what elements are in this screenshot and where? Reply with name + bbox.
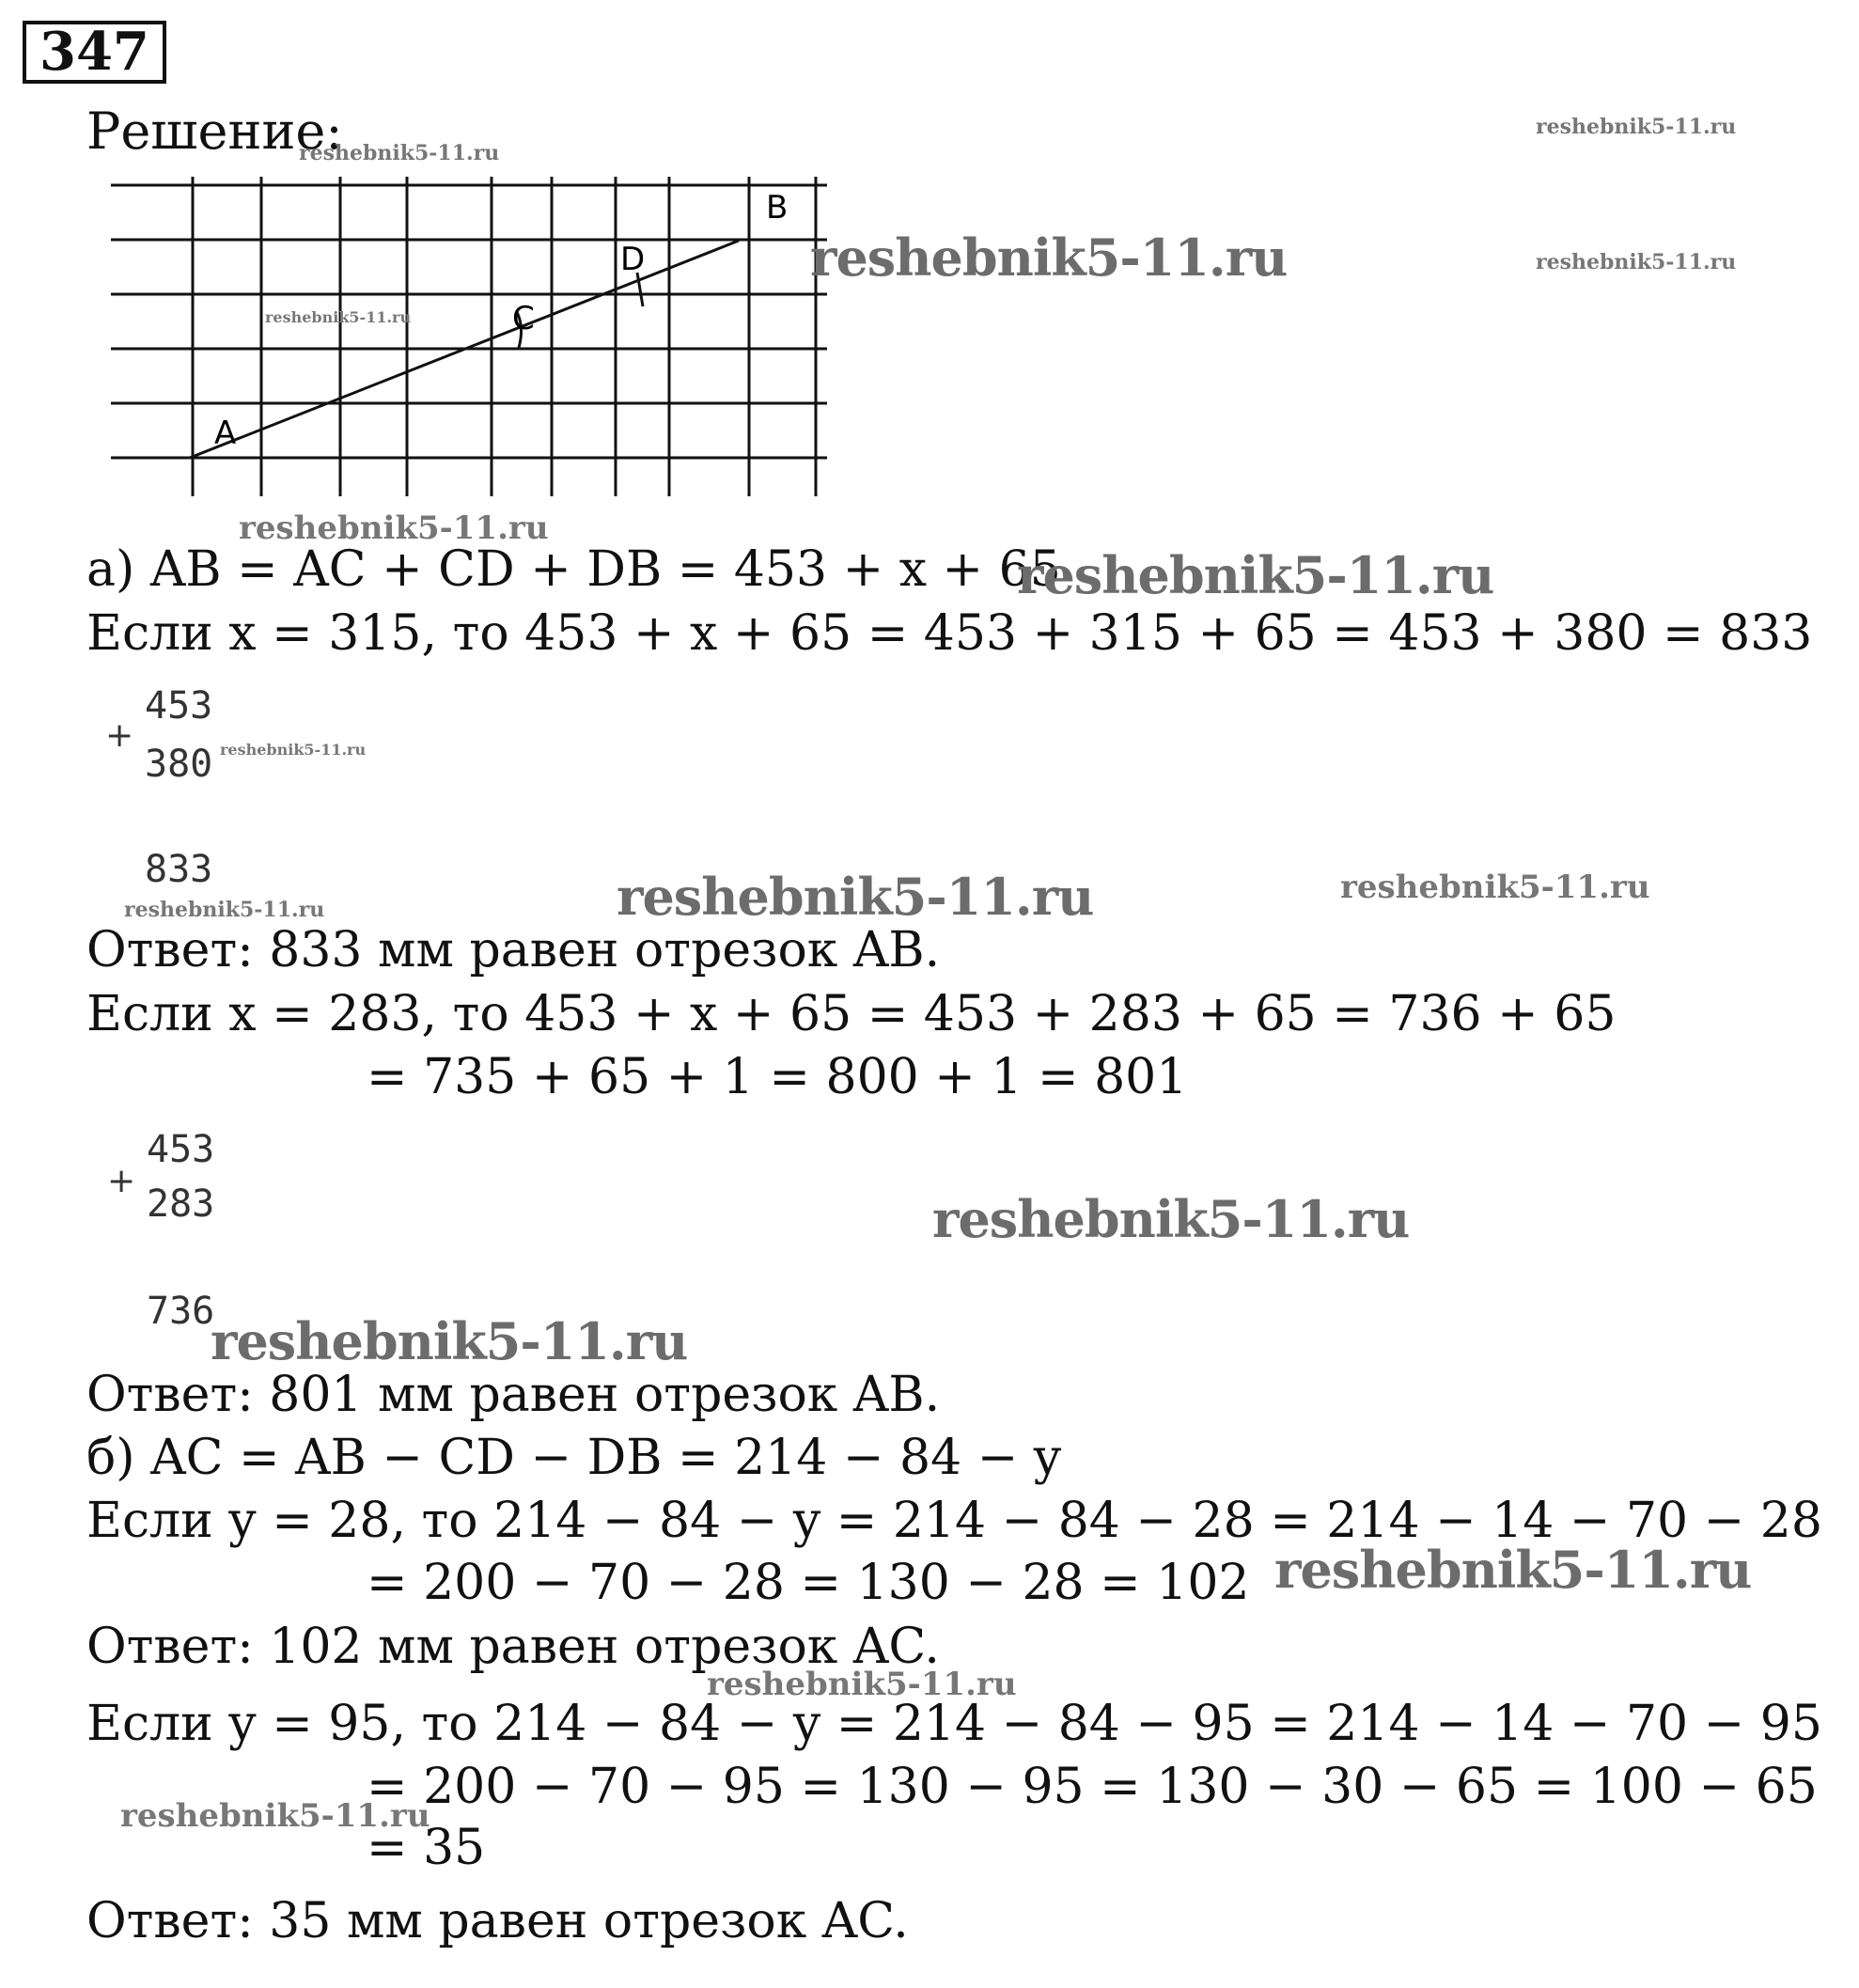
answer-1: Ответ: 833 мм равен отрезок AB. [86, 922, 941, 978]
watermark: reshebnik5-11.ru [265, 308, 412, 326]
part-b-case2: Если y = 95, то 214 − 84 − y = 214 − 84 − 95 = 214 − 14 − 70 − 95 [86, 1696, 1822, 1752]
column-add1-bottom: 380 [145, 743, 213, 786]
part-b-case1-continuation: = 200 − 70 − 28 = 130 − 28 = 102 [367, 1555, 1250, 1611]
label-c: C [512, 300, 535, 337]
column-add2-top: 453 [147, 1128, 215, 1171]
column-add2-bottom: 283 [147, 1182, 215, 1226]
watermark: reshebnik5-11.ru [1340, 869, 1650, 906]
plus-sign: + [107, 1162, 136, 1200]
column-add1-result: 833 [145, 848, 213, 891]
watermark: reshebnik5-11.ru [239, 509, 549, 547]
watermark: reshebnik5-11.ru [932, 1189, 1410, 1249]
answer-2: Ответ: 801 мм равен отрезок AB. [86, 1367, 941, 1423]
plus-sign: + [105, 716, 134, 755]
problem-number: 347 [23, 21, 166, 84]
watermark: reshebnik5-11.ru [617, 867, 1094, 927]
watermark: reshebnik5-11.ru [220, 741, 367, 759]
part-a-case2-continuation: = 735 + 65 + 1 = 800 + 1 = 801 [367, 1049, 1188, 1105]
watermark: reshebnik5-11.ru [1536, 250, 1737, 274]
part-a-equation: а) AB = AC + CD + DB = 453 + x + 65 [86, 541, 1061, 598]
label-a: A [214, 415, 237, 452]
label-d: D [620, 241, 646, 278]
watermark: reshebnik5-11.ru [124, 898, 325, 922]
watermark: reshebnik5-11.ru [299, 141, 500, 165]
watermark: reshebnik5-11.ru [1017, 545, 1494, 605]
solution-heading: Решение: [86, 102, 343, 161]
part-a-case1: Если x = 315, то 453 + x + 65 = 453 + 315 + 65 = 453 + 380 = 833 [86, 605, 1813, 662]
answer-4: Ответ: 35 мм равен отрезок AC. [86, 1893, 909, 1949]
watermark: reshebnik5-11.ru [707, 1666, 1017, 1703]
watermark: reshebnik5-11.ru [1536, 115, 1737, 139]
watermark: reshebnik5-11.ru [810, 227, 1288, 288]
watermark: reshebnik5-11.ru [211, 1311, 688, 1371]
part-b-equation: б) AC = AB − CD − DB = 214 − 84 − y [86, 1430, 1062, 1486]
answer-3: Ответ: 102 мм равен отрезок AC. [86, 1619, 940, 1675]
label-b: B [766, 189, 789, 227]
part-b-case2-result: = 35 [367, 1820, 486, 1876]
part-b-case1: Если y = 28, то 214 − 84 − y = 214 − 84 − 28 = 214 − 14 − 70 − 28 [86, 1493, 1822, 1549]
column-add1-top: 453 [145, 684, 213, 728]
watermark: reshebnik5-11.ru [1274, 1540, 1752, 1600]
segment-grid-figure [103, 169, 836, 508]
part-b-case2-continuation: = 200 − 70 − 95 = 130 − 95 = 130 − 30 − 65 = 100 − 65 [367, 1759, 1818, 1815]
watermark: reshebnik5-11.ru [120, 1797, 430, 1835]
column-add2-result: 736 [147, 1290, 215, 1333]
part-a-case2: Если x = 283, то 453 + x + 65 = 453 + 283 + 65 = 736 + 65 [86, 986, 1617, 1042]
